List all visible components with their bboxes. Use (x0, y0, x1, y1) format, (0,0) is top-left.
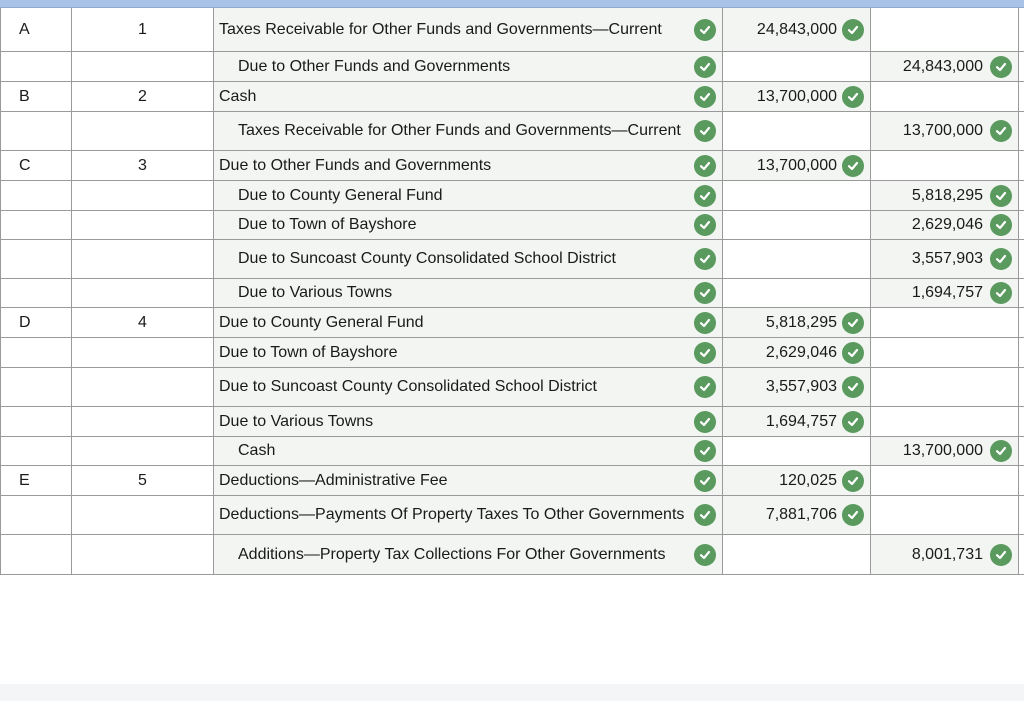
entry-number: 1 (138, 20, 147, 38)
account-field[interactable] (214, 112, 723, 150)
credit-field[interactable] (871, 368, 1019, 406)
credit-amount: 1,694,757 (911, 284, 983, 301)
table-header-bar (0, 0, 1024, 8)
checkmark-icon (990, 440, 1012, 462)
entry-number-cell (72, 466, 214, 495)
table-row (0, 368, 1024, 407)
entry-number-cell (72, 496, 214, 534)
credit-field[interactable] (871, 112, 1019, 150)
entry-letter-cell (0, 151, 72, 180)
debit-field[interactable] (723, 308, 871, 337)
account-field[interactable] (214, 308, 723, 337)
footer-band (0, 684, 1024, 701)
account-field[interactable] (214, 151, 723, 180)
account-field[interactable] (214, 211, 723, 239)
entry-number-cell (72, 181, 214, 210)
table-row (0, 496, 1024, 535)
entry-number-cell (72, 211, 214, 239)
entry-letter: B (19, 87, 30, 105)
entry-letter-cell (0, 112, 72, 150)
account-field[interactable] (214, 368, 723, 406)
account-name: Due to Various Towns (238, 284, 393, 301)
entry-number-cell (72, 338, 214, 367)
checkmark-icon (842, 155, 864, 177)
checkmark-icon (694, 376, 716, 398)
checkmark-icon (694, 342, 716, 364)
debit-field[interactable] (723, 496, 871, 534)
checkmark-icon (990, 282, 1012, 304)
table-row (0, 535, 1024, 575)
checkmark-icon (842, 86, 864, 108)
entry-letter-cell (0, 308, 72, 337)
checkmark-icon (842, 376, 864, 398)
entry-letter-cell (0, 338, 72, 367)
credit-field[interactable] (871, 437, 1019, 465)
credit-amount: 8,001,731 (911, 545, 983, 563)
credit-field[interactable] (871, 211, 1019, 239)
account-name: Due to Suncoast County Consolidated School District (238, 250, 616, 267)
account-field[interactable] (214, 437, 723, 465)
account-name: Deductions—Payments Of Property Taxes To Other Governments (219, 506, 685, 523)
entry-number: 3 (138, 156, 147, 174)
debit-amount: 24,843,000 (756, 20, 837, 38)
credit-amount: 13,700,000 (902, 442, 983, 459)
credit-field[interactable] (871, 8, 1019, 51)
account-name: Due to Other Funds and Governments (238, 57, 511, 75)
table-row (0, 82, 1024, 112)
account-name: Due to Other Funds and Governments (219, 156, 492, 174)
entry-number-cell (72, 8, 214, 51)
credit-amount: 5,818,295 (911, 186, 983, 204)
credit-field[interactable] (871, 338, 1019, 367)
entry-letter: D (19, 313, 31, 331)
checkmark-icon (842, 470, 864, 492)
debit-field[interactable] (723, 368, 871, 406)
account-name: Due to Various Towns (219, 412, 374, 430)
checkmark-icon (694, 470, 716, 492)
debit-field[interactable] (723, 82, 871, 111)
credit-field[interactable] (871, 181, 1019, 210)
table-row (0, 308, 1024, 338)
account-name: Taxes Receivable for Other Funds and Governments—Current (219, 20, 662, 38)
account-name: Deductions—Administrative Fee (219, 471, 448, 489)
entry-number: 2 (138, 87, 147, 105)
debit-amount: 3,557,903 (765, 378, 837, 395)
table-row (0, 279, 1024, 308)
checkmark-icon (694, 312, 716, 334)
account-field[interactable] (214, 496, 723, 534)
entry-letter-cell (0, 279, 72, 307)
checkmark-icon (842, 19, 864, 41)
debit-field[interactable] (723, 151, 871, 180)
entry-number-cell (72, 82, 214, 111)
credit-field[interactable] (871, 151, 1019, 180)
debit-amount: 13,700,000 (756, 156, 837, 174)
account-field[interactable] (214, 338, 723, 367)
debit-amount: 13,700,000 (756, 87, 837, 105)
entry-letter-cell (0, 466, 72, 495)
checkmark-icon (694, 19, 716, 41)
debit-field[interactable] (723, 338, 871, 367)
account-name: Cash (219, 87, 257, 105)
account-field[interactable] (214, 240, 723, 278)
entry-letter: E (19, 471, 30, 489)
checkmark-icon (990, 248, 1012, 270)
entry-number-cell (72, 407, 214, 436)
entry-number-cell (72, 279, 214, 307)
entry-number: 5 (138, 471, 147, 489)
table-row (0, 466, 1024, 496)
journal-table (0, 8, 1024, 684)
checkmark-icon (694, 544, 716, 566)
debit-field[interactable] (723, 437, 871, 465)
debit-field[interactable] (723, 211, 871, 239)
credit-field[interactable] (871, 535, 1019, 574)
table-row (0, 8, 1024, 52)
account-field[interactable] (214, 279, 723, 307)
debit-amount: 2,629,046 (765, 343, 837, 361)
checkmark-icon (694, 282, 716, 304)
account-name: Taxes Receivable for Other Funds and Governments—Current (238, 122, 681, 139)
debit-amount: 5,818,295 (765, 313, 837, 331)
debit-amount: 120,025 (779, 471, 837, 489)
checkmark-icon (842, 504, 864, 526)
debit-field[interactable] (723, 535, 871, 574)
entry-number-cell (72, 368, 214, 406)
credit-field[interactable] (871, 407, 1019, 436)
account-field[interactable] (214, 466, 723, 495)
credit-amount: 13,700,000 (902, 122, 983, 139)
checkmark-icon (694, 185, 716, 207)
entry-number-cell (72, 535, 214, 574)
account-field[interactable] (214, 407, 723, 436)
entry-letter-cell (0, 82, 72, 111)
checkmark-icon (694, 248, 716, 270)
account-field[interactable] (214, 8, 723, 51)
account-name: Due to Town of Bayshore (238, 216, 417, 233)
account-name: Due to Suncoast County Consolidated School District (219, 378, 597, 395)
table-row (0, 338, 1024, 368)
table-row (0, 181, 1024, 211)
credit-amount: 24,843,000 (902, 57, 983, 75)
checkmark-icon (990, 214, 1012, 236)
table-row (0, 112, 1024, 151)
checkmark-icon (990, 544, 1012, 566)
checkmark-icon (694, 411, 716, 433)
checkmark-icon (694, 155, 716, 177)
credit-field[interactable] (871, 52, 1019, 81)
credit-amount: 2,629,046 (911, 216, 983, 233)
entry-number: 4 (138, 313, 147, 331)
debit-field[interactable] (723, 112, 871, 150)
credit-field[interactable] (871, 496, 1019, 534)
credit-amount: 3,557,903 (911, 250, 983, 267)
entry-letter-cell (0, 535, 72, 574)
entry-letter-cell (0, 437, 72, 465)
entry-number-cell (72, 52, 214, 81)
checkmark-icon (842, 411, 864, 433)
account-name: Additions—Property Tax Collections For Other Governments (238, 545, 666, 563)
entry-letter-cell (0, 8, 72, 51)
credit-field[interactable] (871, 279, 1019, 307)
entry-letter-cell (0, 52, 72, 81)
table-row (0, 52, 1024, 82)
table-row (0, 211, 1024, 240)
table-row (0, 240, 1024, 279)
account-field[interactable] (214, 535, 723, 574)
account-field[interactable] (214, 82, 723, 111)
table-row (0, 151, 1024, 181)
checkmark-icon (990, 120, 1012, 142)
credit-field[interactable] (871, 240, 1019, 278)
credit-field[interactable] (871, 466, 1019, 495)
account-name: Cash (238, 442, 276, 459)
debit-field[interactable] (723, 407, 871, 436)
account-name: Due to County General Fund (238, 186, 443, 204)
entry-number-cell (72, 308, 214, 337)
table-row (0, 437, 1024, 466)
account-field[interactable] (214, 181, 723, 210)
checkmark-icon (694, 86, 716, 108)
entry-number-cell (72, 151, 214, 180)
entry-letter: A (19, 20, 30, 38)
debit-amount: 7,881,706 (765, 506, 837, 523)
checkmark-icon (990, 56, 1012, 78)
debit-amount: 1,694,757 (765, 412, 837, 430)
table-row (0, 407, 1024, 437)
entry-letter-cell (0, 240, 72, 278)
entry-letter-cell (0, 407, 72, 436)
checkmark-icon (694, 440, 716, 462)
entry-letter-cell (0, 181, 72, 210)
checkmark-icon (694, 214, 716, 236)
debit-field[interactable] (723, 279, 871, 307)
entry-letter-cell (0, 496, 72, 534)
checkmark-icon (842, 342, 864, 364)
checkmark-icon (990, 185, 1012, 207)
entry-number-cell (72, 112, 214, 150)
checkmark-icon (694, 504, 716, 526)
entry-letter-cell (0, 368, 72, 406)
checkmark-icon (694, 120, 716, 142)
credit-field[interactable] (871, 82, 1019, 111)
debit-field[interactable] (723, 181, 871, 210)
entry-number-cell (72, 240, 214, 278)
checkmark-icon (842, 312, 864, 334)
credit-field[interactable] (871, 308, 1019, 337)
account-name: Due to County General Fund (219, 313, 424, 331)
debit-field[interactable] (723, 8, 871, 51)
entry-letter: C (19, 156, 31, 174)
debit-field[interactable] (723, 466, 871, 495)
debit-field[interactable] (723, 240, 871, 278)
checkmark-icon (694, 56, 716, 78)
account-field[interactable] (214, 52, 723, 81)
entry-number-cell (72, 437, 214, 465)
debit-field[interactable] (723, 52, 871, 81)
entry-letter-cell (0, 211, 72, 239)
account-name: Due to Town of Bayshore (219, 343, 398, 361)
